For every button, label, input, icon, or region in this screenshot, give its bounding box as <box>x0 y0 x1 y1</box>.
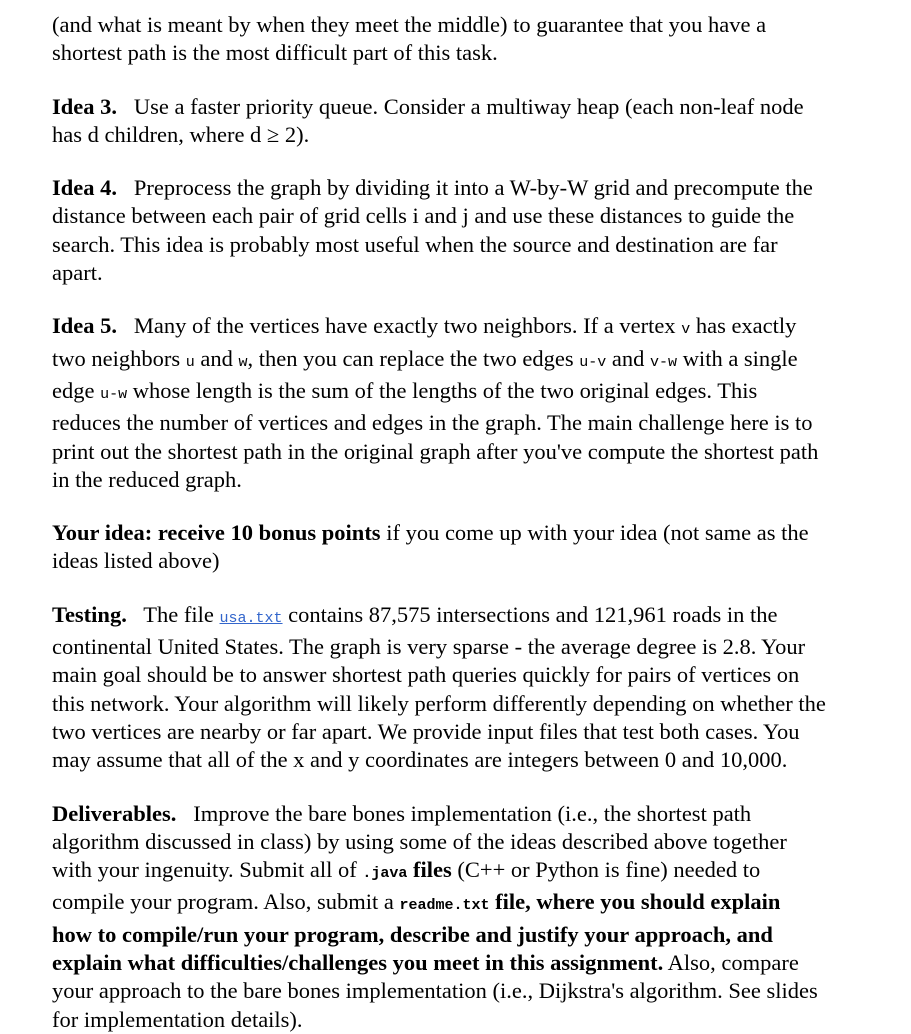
vertex-u-code: u <box>185 353 195 371</box>
deliverables-text-3a: with your ingenuity. Submit all of <box>52 857 363 883</box>
intro-line-1: (and what is meant by when they meet the middle) to guarantee that you have a <box>52 12 767 37</box>
deliverables-text-2: algorithm discussed in class) by using some of the ideas described above together <box>52 828 787 854</box>
idea-5-label: Idea 5. <box>52 313 118 339</box>
idea-3-paragraph <box>52 93 911 150</box>
testing-text-3: main goal should be to answer shortest path queries quickly for pairs of vertices on <box>52 662 800 688</box>
idea-5-text-1b: has exactly <box>690 313 797 339</box>
java-ext-code: .java <box>362 865 408 883</box>
idea-3-label: Idea 3. <box>52 93 118 119</box>
idea-5-text-3a: edge <box>52 377 101 403</box>
idea-3-text-1: Use a faster priority queue. Consider a multiway heap (each non-leaf node <box>117 93 804 119</box>
usa-txt-link[interactable]: usa.txt <box>219 609 283 627</box>
edge-v-w-code: v-w <box>650 353 678 371</box>
idea-5-text-1a: Many of the vertices have exactly two neighbors. If a vertex <box>117 313 682 339</box>
deliverables-text-7: your approach to the bare bones implementation (i.e., Dijkstra's algorithm. See slides <box>52 978 818 1004</box>
intro-line-2: shortest path is the most difficult part of this task. <box>52 40 498 66</box>
deliverables-label: Deliverables. <box>52 800 177 826</box>
idea-5-text-2e: with a single <box>677 345 798 371</box>
your-idea-text-1: if you come up with your idea (not same as the <box>380 520 809 546</box>
readme-code: readme.txt <box>399 897 490 915</box>
edge-u-v-code: u-v <box>579 353 607 371</box>
deliverables-text-6a: explain what difficulties/challenges you meet in this assignment. <box>52 950 664 976</box>
testing-text-4: this network. Your algorithm will likely perform differently depending on whether the <box>52 690 826 716</box>
deliverables-text-8: for implementation details). <box>52 1006 303 1032</box>
vertex-v-code: v <box>681 321 691 339</box>
idea-3-text-2: has d children, where d ≥ 2). <box>52 121 310 147</box>
vertex-w-code: w <box>238 353 248 371</box>
deliverables-text-4a: compile your program. Also, submit a <box>52 889 400 915</box>
your-idea-paragraph <box>52 519 911 576</box>
intro-paragraph <box>52 11 911 68</box>
idea-5-text-5: print out the shortest path in the original graph after you've compute the shortest path <box>52 438 819 464</box>
edge-u-w-code: u-w <box>100 385 128 403</box>
idea-4-text-2: distance between each pair of grid cells i and j and use these distances to guide the <box>52 203 795 229</box>
deliverables-text-1: Improve the bare bones implementation (i.e., the shortest path <box>176 800 752 826</box>
idea-4-text-4: apart. <box>52 260 103 286</box>
deliverables-text-4b: file, where you should explain <box>489 889 781 915</box>
idea-5-text-2a: two neighbors <box>52 345 186 371</box>
deliverables-text-6b: Also, compare <box>663 950 799 976</box>
testing-paragraph <box>52 601 911 775</box>
idea-4-text-3: search. This idea is probably most useful when the source and destination are far <box>52 231 778 257</box>
idea-5-text-2b: and <box>194 345 239 371</box>
your-idea-text-2: ideas listed above) <box>52 548 220 574</box>
deliverables-text-3c: (C++ or Python is fine) needed to <box>451 857 761 883</box>
idea-4-paragraph <box>52 174 911 287</box>
your-idea-label: Your idea: receive 10 bonus points <box>52 520 381 546</box>
idea-5-text-2c: , then you can replace the two edges <box>247 345 580 371</box>
idea-5-text-4: reduces the number of vertices and edges in the graph. The main challenge here is to <box>52 410 813 436</box>
testing-text-1a: The file <box>126 601 220 627</box>
testing-label: Testing. <box>52 601 127 627</box>
deliverables-paragraph <box>52 800 911 1034</box>
deliverables-text-5: how to compile/run your program, describe and justify your approach, and <box>52 921 773 947</box>
idea-5-text-2d: and <box>606 345 651 371</box>
testing-text-6: may assume that all of the x and y coordinates are integers between 0 and 10,000. <box>52 747 788 773</box>
testing-text-1b: contains 87,575 intersections and 121,961 roads in the <box>282 601 778 627</box>
idea-5-text-3b: whose length is the sum of the lengths of the two original edges. This <box>127 377 758 403</box>
idea-5-paragraph <box>52 312 911 494</box>
testing-text-2: continental United States. The graph is very sparse - the average degree is 2.8. Your <box>52 634 806 660</box>
idea-4-label: Idea 4. <box>52 175 118 201</box>
idea-4-text-1: Preprocess the graph by dividing it into a W-by-W grid and precompute the <box>117 175 813 201</box>
deliverables-files-bold: files <box>407 857 452 883</box>
idea-5-text-6: in the reduced graph. <box>52 466 242 492</box>
testing-text-5: two vertices are nearby or far apart. We provide input files that test both cases. You <box>52 718 800 744</box>
